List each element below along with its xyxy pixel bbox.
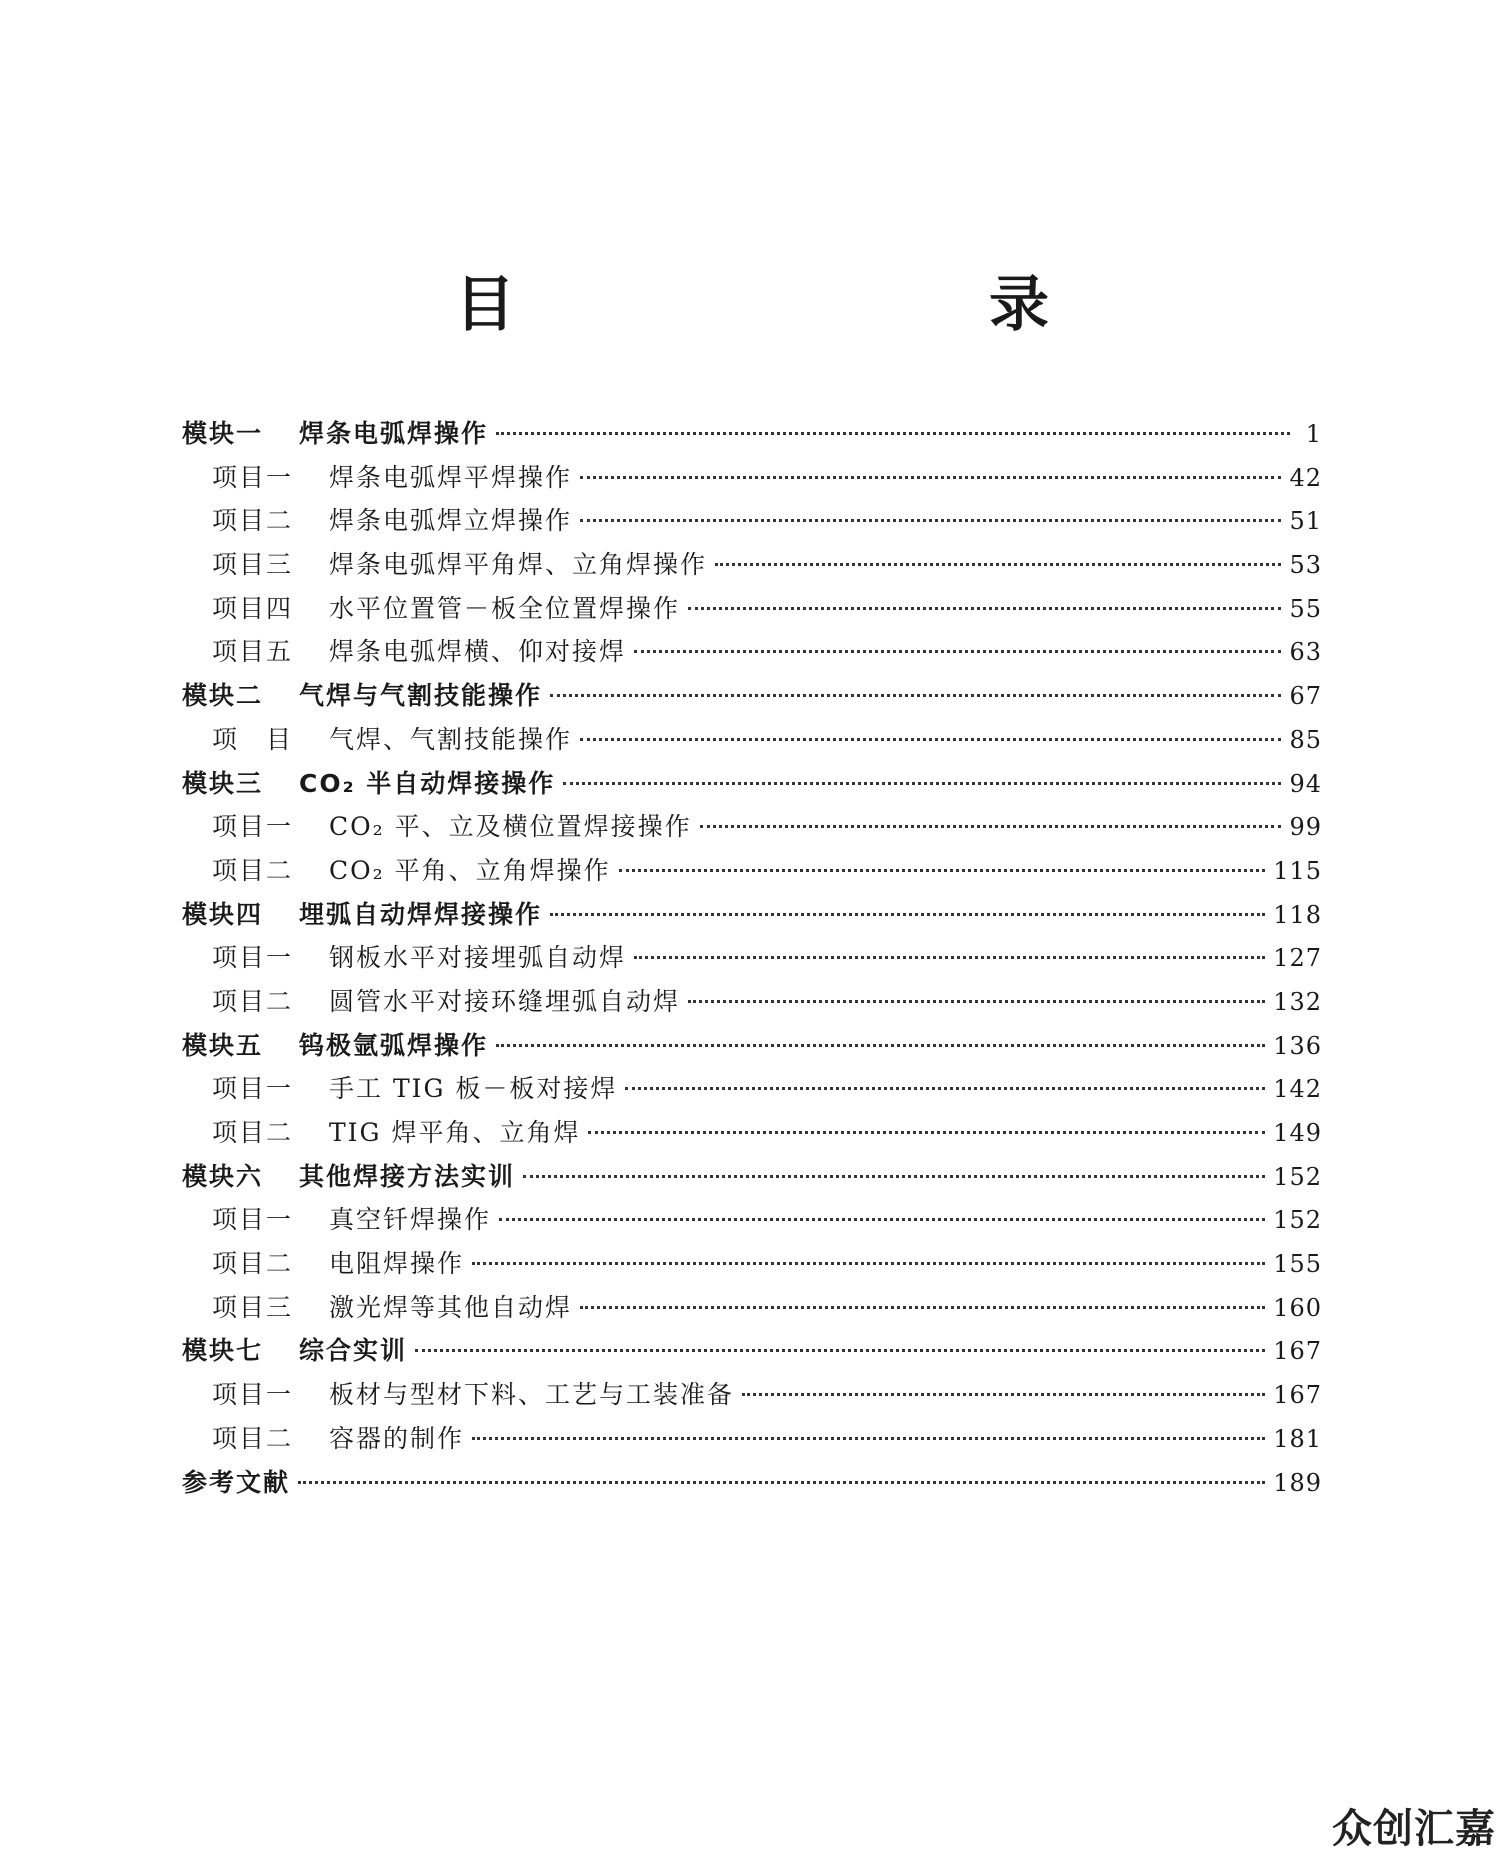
entry-number: 项目二 [212, 1423, 294, 1453]
entry-title: 焊条电弧焊平焊操作 [329, 462, 573, 492]
toc-project-entry[interactable] [182, 1242, 1322, 1286]
entry-page-number: 155 [1273, 1250, 1322, 1279]
entry-page-number: 189 [1273, 1468, 1322, 1497]
watermark-logo: 众创汇嘉 [1332, 1806, 1496, 1852]
entry-title: 气焊与气割技能操作 [299, 681, 543, 711]
entry-title: CO₂ 平、立及横位置焊接操作 [329, 812, 692, 842]
entry-number: 项目二 [212, 855, 294, 885]
entry-page-number: 127 [1273, 944, 1322, 973]
entry-number: 项目一 [212, 1205, 294, 1235]
dot-leader [523, 1175, 1265, 1178]
entry-page-number: 51 [1289, 507, 1322, 536]
entry-page-number: 94 [1289, 769, 1322, 798]
dot-leader [580, 1306, 1265, 1309]
entry-number: 项目一 [212, 943, 294, 973]
entry-number: 项目二 [212, 506, 294, 536]
entry-title: 焊条电弧焊平角焊、立角焊操作 [329, 550, 708, 580]
entry-number: 项目二 [212, 1249, 294, 1279]
entry-page-number: 118 [1273, 900, 1322, 929]
dot-leader [499, 1218, 1265, 1221]
entry-number: 模块一 [182, 419, 264, 448]
entry-title: 焊条电弧焊横、仰对接焊 [329, 637, 627, 667]
dot-leader [742, 1393, 1265, 1396]
toc-project-entry[interactable] [182, 543, 1322, 587]
entry-page-number: 115 [1273, 856, 1322, 885]
dot-leader [688, 1000, 1265, 1003]
entry-page-number: 152 [1273, 1162, 1322, 1191]
entry-page-number: 167 [1273, 1381, 1322, 1410]
entry-page-number: 1 [1305, 420, 1322, 448]
entry-title: 水平位置管－板全位置焊操作 [329, 593, 681, 623]
entry-page-number: 152 [1273, 1206, 1322, 1235]
entry-number: 项目二 [212, 986, 294, 1016]
entry-title: 埋弧自动焊焊接操作 [299, 899, 543, 929]
page-title: 目 录 [455, 270, 1167, 340]
toc-project-entry[interactable] [182, 499, 1322, 543]
toc-project-entry[interactable] [182, 1286, 1322, 1330]
dot-leader [634, 650, 1281, 653]
dot-leader [472, 1262, 1265, 1265]
entry-title: 气焊、气割技能操作 [329, 724, 573, 754]
toc-module-entry[interactable] [182, 893, 1322, 937]
entry-title: CO₂ 半自动焊接操作 [299, 768, 556, 798]
entry-number: 项目三 [212, 550, 294, 580]
entry-number: 项 目 [212, 724, 294, 754]
entry-title: 钨极氩弧焊操作 [299, 1030, 489, 1060]
dot-leader [496, 432, 1290, 435]
entry-number: 项目三 [212, 1292, 294, 1322]
toc-project-entry[interactable] [182, 718, 1322, 762]
entry-page-number: 63 [1289, 638, 1322, 667]
toc-project-entry[interactable] [182, 980, 1322, 1024]
dot-leader [580, 738, 1281, 741]
dot-leader [550, 913, 1265, 916]
toc-project-entry[interactable] [182, 1111, 1322, 1155]
entry-number: 模块七 [182, 1336, 264, 1366]
entry-number: 模块六 [182, 1161, 264, 1191]
toc-module-entry[interactable] [182, 1461, 1322, 1505]
entry-title: 容器的制作 [329, 1423, 465, 1453]
entry-title: 真空钎焊操作 [329, 1205, 492, 1235]
toc-project-entry[interactable] [182, 1198, 1322, 1242]
entry-page-number: 99 [1289, 813, 1322, 842]
dot-leader [688, 607, 1281, 610]
entry-title: 焊条电弧焊操作 [299, 419, 489, 448]
entry-page-number: 136 [1273, 1031, 1322, 1060]
entry-title: 钢板水平对接埋弧自动焊 [329, 943, 627, 973]
entry-number: 模块三 [182, 768, 264, 798]
entry-number: 项目一 [212, 462, 294, 492]
entry-page-number: 53 [1289, 551, 1322, 580]
toc-project-entry[interactable] [182, 456, 1322, 500]
toc-module-entry[interactable] [182, 674, 1322, 718]
dot-leader [588, 1131, 1265, 1134]
dot-leader [550, 694, 1281, 697]
dot-leader [700, 825, 1282, 828]
entry-number: 项目一 [212, 812, 294, 842]
entry-title: CO₂ 平角、立角焊操作 [329, 855, 611, 885]
dot-leader [625, 1087, 1265, 1090]
entry-page-number: 149 [1273, 1119, 1322, 1147]
toc-project-entry[interactable] [182, 1373, 1322, 1417]
entry-page-number: 55 [1289, 594, 1322, 623]
toc-project-entry[interactable] [182, 936, 1322, 980]
toc-project-entry[interactable] [182, 1067, 1322, 1111]
entry-page-number: 181 [1273, 1424, 1322, 1453]
entry-title: 手工 TIG 板－板对接焊 [329, 1074, 618, 1104]
toc-module-entry[interactable] [182, 1155, 1322, 1199]
entry-title: 电阻焊操作 [329, 1249, 465, 1279]
entry-number: 项目五 [212, 637, 294, 667]
entry-page-number: 160 [1273, 1293, 1322, 1322]
dot-leader [472, 1437, 1265, 1440]
toc-project-entry[interactable] [182, 805, 1322, 849]
entry-number: 项目一 [212, 1074, 294, 1104]
toc-project-entry[interactable] [182, 630, 1322, 674]
entry-title: 板材与型材下料、工艺与工装准备 [329, 1380, 735, 1410]
dot-leader [580, 519, 1281, 522]
entry-number: 模块二 [182, 681, 264, 711]
table-of-contents [182, 412, 1322, 1504]
dot-leader [634, 956, 1265, 959]
entry-title: 圆管水平对接环缝埋弧自动焊 [329, 986, 681, 1016]
dot-leader [298, 1481, 1265, 1484]
toc-project-entry[interactable] [182, 1417, 1322, 1461]
dot-leader [563, 782, 1281, 785]
toc-project-entry[interactable] [182, 849, 1322, 893]
entry-title: 焊条电弧焊立焊操作 [329, 506, 573, 536]
entry-page-number: 142 [1273, 1075, 1322, 1104]
dot-leader [715, 563, 1281, 566]
entry-page-number: 67 [1289, 682, 1322, 711]
entry-number: 模块五 [182, 1030, 264, 1060]
entry-title: 参考文献 [182, 1467, 291, 1497]
dot-leader [496, 1044, 1265, 1047]
entry-page-number: 85 [1289, 725, 1322, 754]
entry-number: 项目二 [212, 1118, 294, 1147]
entry-title: 其他焊接方法实训 [299, 1161, 516, 1191]
entry-page-number: 132 [1273, 987, 1322, 1016]
toc-module-entry[interactable] [182, 1329, 1322, 1373]
entry-title: TIG 焊平角、立角焊 [329, 1118, 581, 1147]
entry-page-number: 42 [1289, 463, 1322, 492]
toc-module-entry[interactable] [182, 762, 1322, 806]
entry-number: 模块四 [182, 899, 264, 929]
dot-leader [580, 476, 1281, 479]
dot-leader [619, 869, 1266, 872]
entry-title: 综合实训 [299, 1336, 408, 1366]
entry-title: 激光焊等其他自动焊 [329, 1292, 573, 1322]
dot-leader [415, 1349, 1265, 1352]
toc-module-entry[interactable] [182, 1024, 1322, 1068]
toc-project-entry[interactable] [182, 587, 1322, 631]
entry-number: 项目一 [212, 1380, 294, 1410]
entry-number: 项目四 [212, 593, 294, 623]
toc-module-entry[interactable] [182, 412, 1322, 456]
entry-page-number: 167 [1273, 1337, 1322, 1366]
